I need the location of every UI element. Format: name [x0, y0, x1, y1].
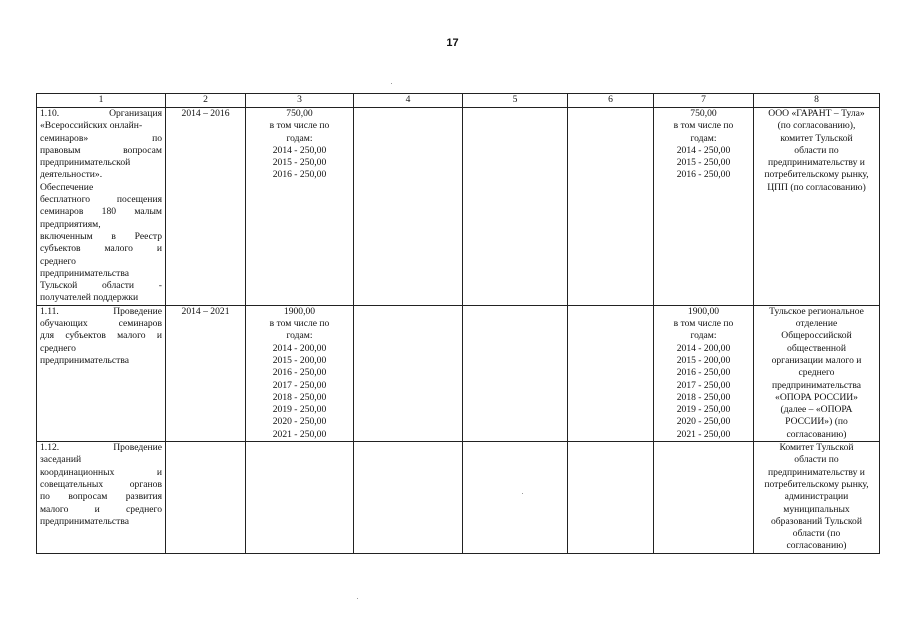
- other-funding-cell: [654, 305, 754, 441]
- other-funding-line: 1900,00: [687, 305, 720, 317]
- total-funding-line: 2017 - 250,00: [272, 379, 327, 391]
- executor-line: предпринимательства: [771, 379, 862, 391]
- description-line: для субъектов малого и: [40, 330, 162, 342]
- executor-line: организации малого и: [771, 354, 862, 366]
- description-line: субъектов малого и: [40, 243, 162, 255]
- executor-line: потребительскому рынку,: [764, 169, 869, 181]
- column-number: 3: [246, 94, 354, 108]
- total-funding-line: 2014 - 250,00: [272, 144, 327, 156]
- executor-line: муниципальных: [783, 503, 850, 515]
- other-funding-cell: [654, 108, 754, 306]
- total-funding-line: 2016 - 250,00: [272, 367, 327, 379]
- other-funding-line: 2014 - 250,00: [676, 144, 731, 156]
- executor-line: предпринимательству и: [768, 466, 865, 478]
- executor-line: образований Тульской: [770, 515, 862, 527]
- description-line: предпринимательства: [40, 515, 130, 527]
- total-funding-line: 2015 - 200,00: [272, 354, 327, 366]
- executor-line: предпринимательству и: [768, 157, 865, 169]
- executor-line: ЦПП (по согласованию): [767, 181, 866, 193]
- empty-funding-cell: [354, 305, 463, 441]
- empty-funding-cell: [463, 442, 568, 554]
- executor-line: администрации: [784, 491, 849, 503]
- executor-line: области по: [794, 454, 839, 466]
- scan-speck: [522, 493, 523, 494]
- other-funding-line: 2019 - 250,00: [676, 404, 731, 416]
- executor-line: области (по: [792, 528, 841, 540]
- empty-funding-cell: [568, 442, 654, 554]
- description-line: Тульской области -: [40, 280, 162, 292]
- total-funding-line: годам:: [286, 330, 313, 342]
- executor-line: среднего: [798, 367, 835, 379]
- description-line: 1.11. Проведение: [40, 305, 162, 317]
- executor-line: Общероссийской: [781, 330, 852, 342]
- executor-line: Тульское региональное: [769, 305, 864, 317]
- executor-line: согласованию): [786, 540, 847, 552]
- period-cell: 2014 – 2016: [166, 108, 246, 306]
- description-line: 1.10. Организация: [40, 108, 162, 119]
- total-funding-cell: [246, 108, 354, 306]
- other-funding-line: 2014 - 200,00: [676, 342, 731, 354]
- table-row: [37, 442, 880, 554]
- executor-line: согласованию): [786, 428, 847, 440]
- table-row: [37, 108, 880, 306]
- other-funding-line: 2020 - 250,00: [676, 416, 731, 428]
- period-cell: 2014 – 2021: [166, 305, 246, 441]
- total-funding-line: 2021 - 250,00: [272, 428, 327, 440]
- description-line: среднего: [40, 255, 76, 267]
- executor-line: (далее – «ОПОРА: [780, 404, 853, 416]
- description-line: правовым вопросам: [40, 144, 162, 156]
- description-line: Обеспечение: [40, 181, 94, 193]
- description-line: обучающих семинаров: [40, 318, 162, 330]
- empty-funding-cell: [568, 108, 654, 306]
- other-funding-line: в том числе по: [673, 120, 734, 132]
- executor-line: общественной: [787, 342, 846, 354]
- column-number: 1: [37, 94, 166, 108]
- description-line: 1.12. Проведение: [40, 442, 162, 454]
- executor-line: области по: [794, 144, 839, 156]
- executor-cell: [754, 442, 880, 554]
- period-cell: [166, 442, 246, 554]
- total-funding-line: 2020 - 250,00: [272, 416, 327, 428]
- program-table: [36, 93, 880, 554]
- page-number: 17: [446, 37, 459, 49]
- description-line: по вопросам развития: [40, 491, 162, 503]
- description-line: совещательных органов: [40, 478, 162, 490]
- executor-cell: [754, 305, 880, 441]
- empty-funding-cell: [568, 305, 654, 441]
- other-funding-line: 2018 - 250,00: [676, 391, 731, 403]
- empty-funding-cell: [354, 108, 463, 306]
- description-line: предпринимательства: [40, 267, 130, 279]
- other-funding-line: в том числе по: [673, 318, 734, 330]
- total-funding-line: 2015 - 250,00: [272, 157, 327, 169]
- empty-funding-cell: [463, 108, 568, 306]
- total-funding-line: 2014 - 200,00: [272, 342, 327, 354]
- description-line: получателей поддержки: [40, 292, 139, 304]
- column-number: 4: [354, 94, 463, 108]
- other-funding-line: 750,00: [690, 108, 717, 119]
- measure-description-cell: [37, 442, 166, 554]
- total-funding-cell: [246, 442, 354, 554]
- other-funding-cell: [654, 442, 754, 554]
- other-funding-line: 2016 - 250,00: [676, 367, 731, 379]
- description-line: семинаров» по: [40, 132, 162, 144]
- column-number: 7: [654, 94, 754, 108]
- total-funding-line: 750,00: [286, 108, 313, 119]
- executor-line: Комитет Тульской: [779, 442, 854, 454]
- description-line: среднего: [40, 342, 76, 354]
- other-funding-line: годам:: [690, 330, 717, 342]
- description-line: предпринимательской: [40, 157, 131, 169]
- description-line: семинаров 180 малым: [40, 206, 162, 218]
- total-funding-line: в том числе по: [269, 120, 330, 132]
- total-funding-line: в том числе по: [269, 318, 330, 330]
- executor-line: комитет Тульской: [780, 132, 853, 144]
- column-number: 2: [166, 94, 246, 108]
- executor-line: «ОПОРА РОССИИ»: [775, 391, 858, 403]
- other-funding-line: 2016 - 250,00: [676, 169, 731, 181]
- total-funding-line: годам:: [286, 132, 313, 144]
- other-funding-line: 2021 - 250,00: [676, 428, 731, 440]
- description-line: бесплатного посещения: [40, 194, 162, 206]
- description-line: заседаний: [40, 454, 82, 466]
- total-funding-line: 2018 - 250,00: [272, 391, 327, 403]
- executor-line: РОССИИ») (по: [785, 416, 848, 428]
- description-line: «Всероссийских онлайн-: [40, 120, 143, 132]
- column-number: 6: [568, 94, 654, 108]
- column-number: 8: [754, 94, 880, 108]
- total-funding-line: 2019 - 250,00: [272, 404, 327, 416]
- measure-description-cell: [37, 305, 166, 441]
- executor-line: ООО «ГАРАНТ – Тула»: [768, 108, 865, 119]
- executor-cell: [754, 108, 880, 306]
- column-number: 5: [463, 94, 568, 108]
- description-line: включенным в Реестр: [40, 230, 162, 242]
- description-line: предприятиям,: [40, 218, 101, 230]
- empty-funding-cell: [463, 305, 568, 441]
- other-funding-line: 2015 - 200,00: [676, 354, 731, 366]
- description-line: малого и среднего: [40, 503, 162, 515]
- total-funding-line: 2016 - 250,00: [272, 169, 327, 181]
- executor-line: (по согласованию),: [777, 120, 856, 132]
- table-row: [37, 305, 880, 441]
- total-funding-cell: [246, 305, 354, 441]
- scan-speck: [357, 598, 358, 599]
- column-number-row: [37, 94, 880, 108]
- description-line: деятельности».: [40, 169, 103, 181]
- other-funding-line: годам:: [690, 132, 717, 144]
- scan-speck: [391, 83, 392, 84]
- description-line: предпринимательства: [40, 354, 130, 366]
- executor-line: отделение: [795, 318, 838, 330]
- total-funding-line: 1900,00: [283, 305, 316, 317]
- other-funding-line: 2015 - 250,00: [676, 157, 731, 169]
- other-funding-line: 2017 - 250,00: [676, 379, 731, 391]
- measure-description-cell: [37, 108, 166, 306]
- empty-funding-cell: [354, 442, 463, 554]
- executor-line: потребительскому рынку,: [764, 478, 869, 490]
- description-line: координационных и: [40, 466, 162, 478]
